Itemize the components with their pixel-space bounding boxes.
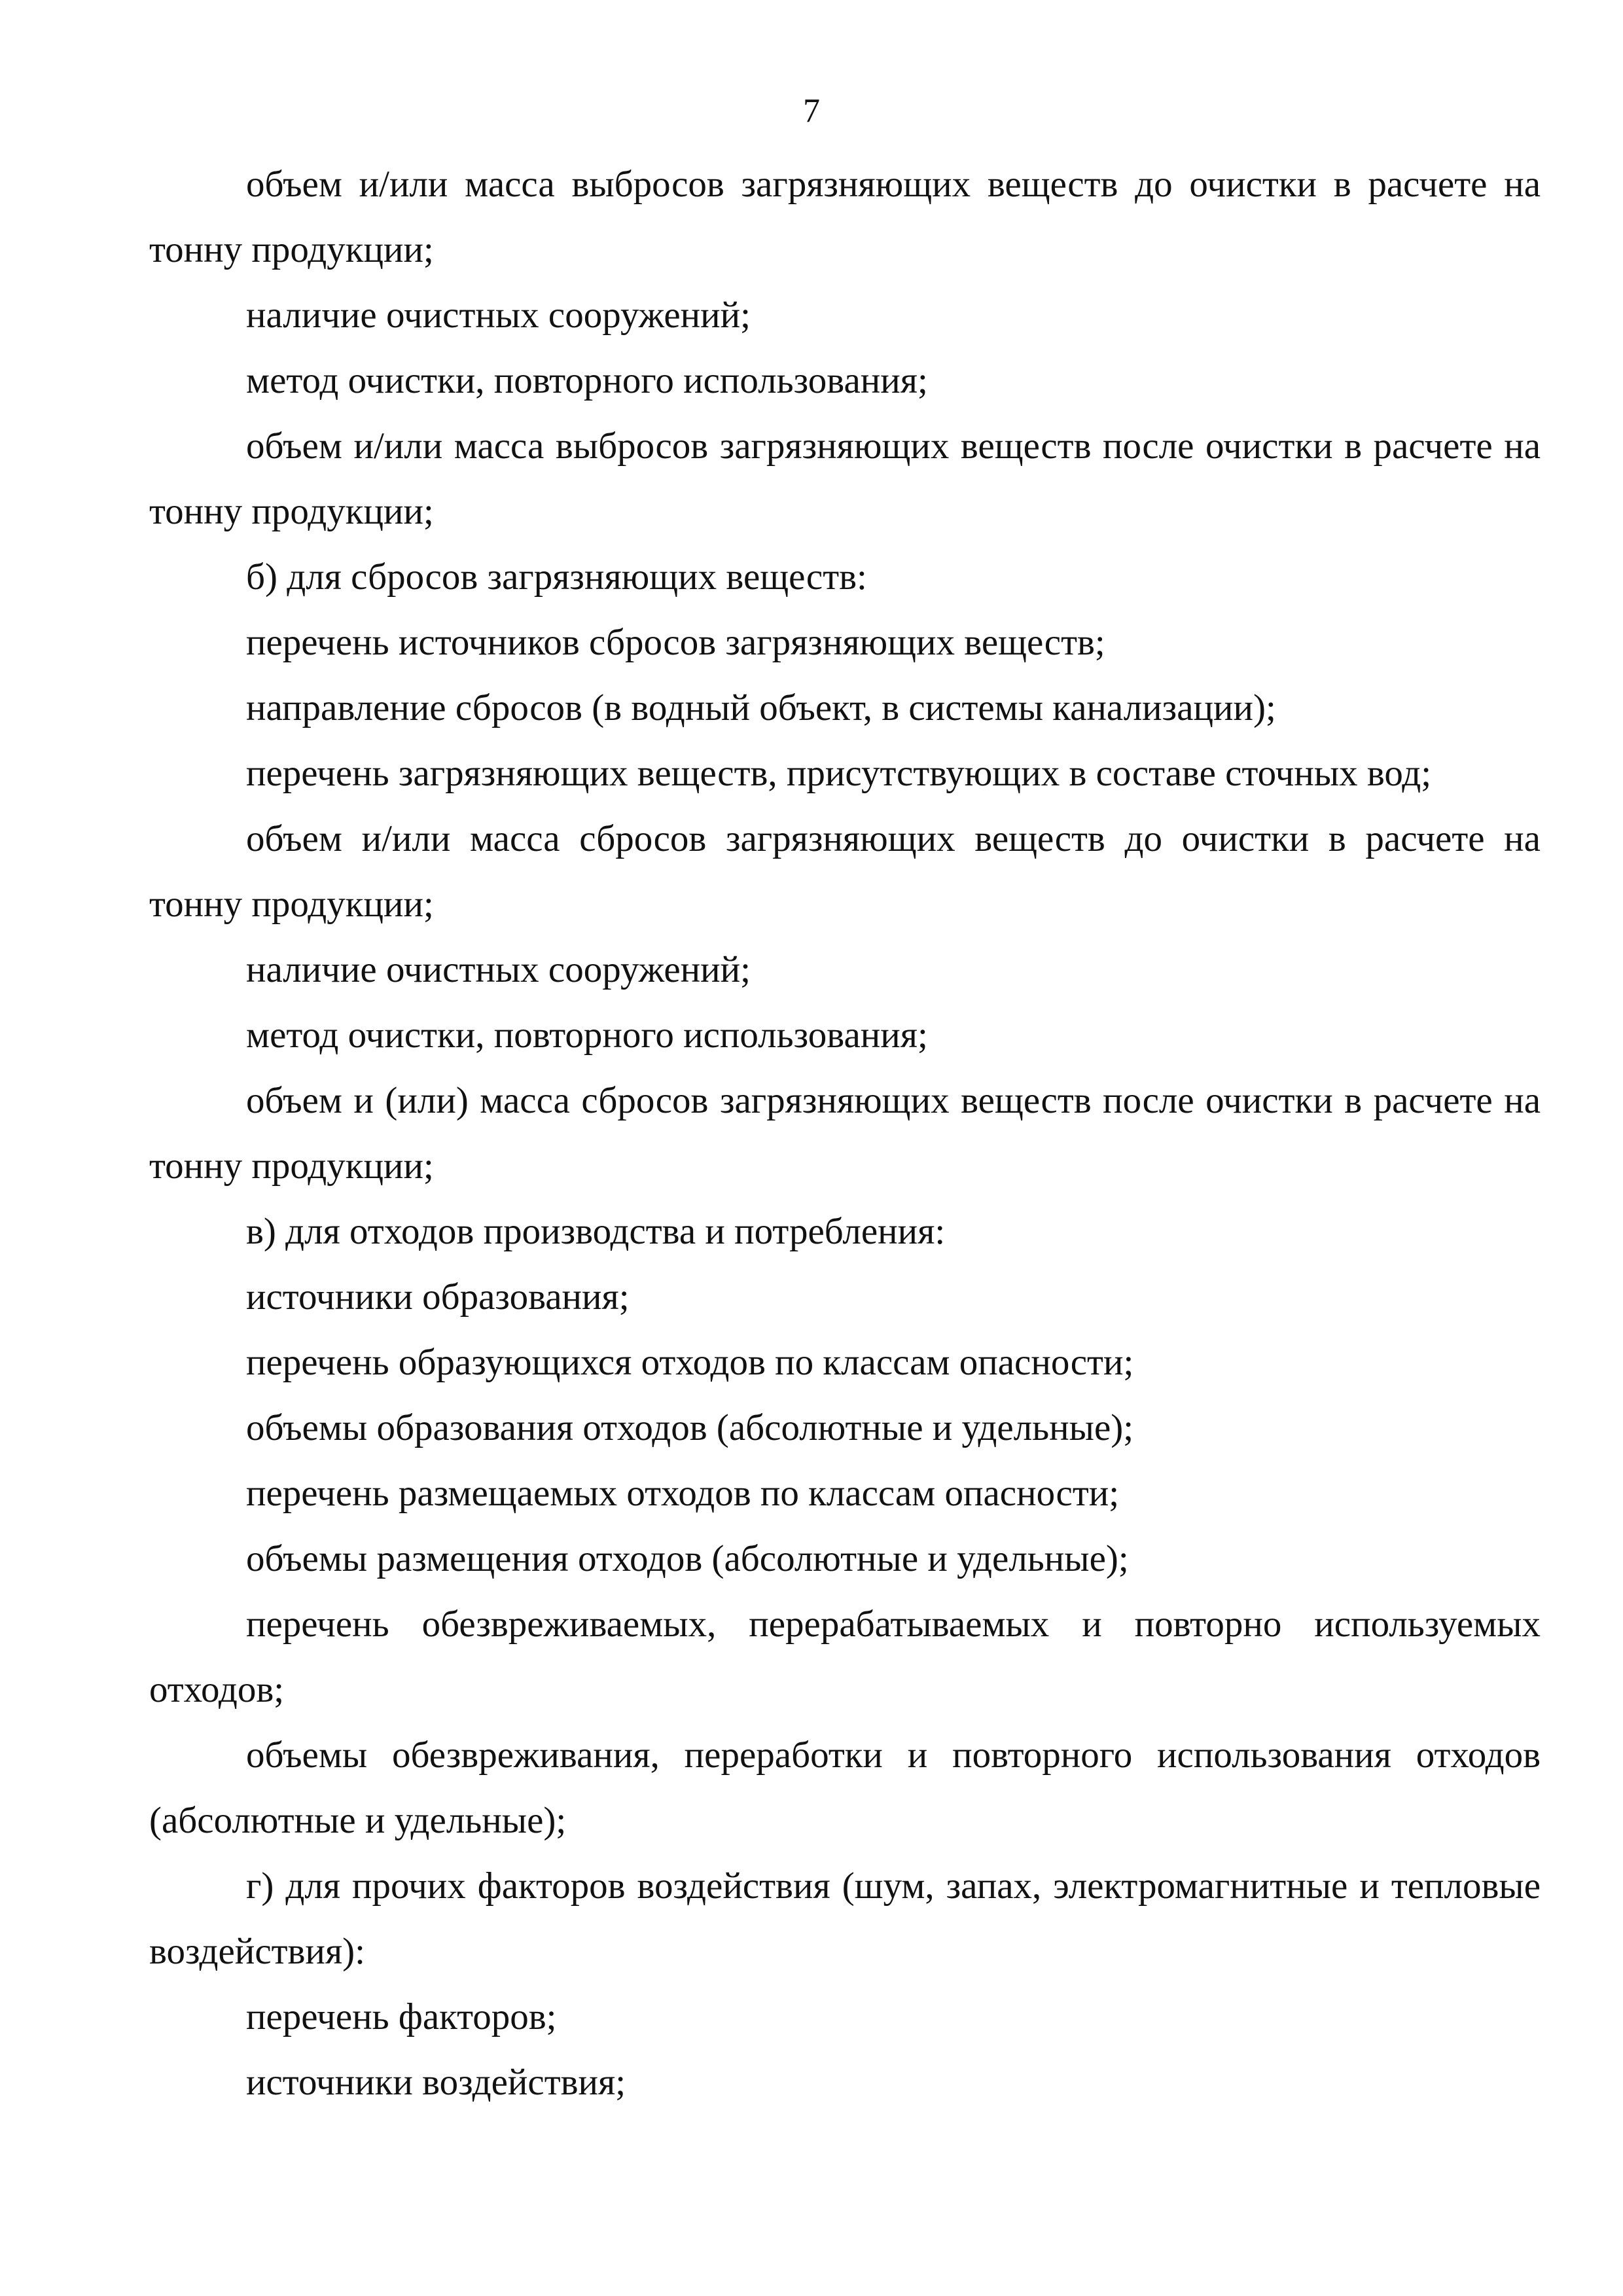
paragraph: перечень образующихся отходов по классам опасности; bbox=[246, 1342, 1134, 1383]
paragraph: источники образования; bbox=[246, 1276, 630, 1318]
document-body bbox=[149, 152, 1541, 2115]
paragraph: перечень размещаемых отходов по классам опасности; bbox=[246, 1473, 1120, 1514]
page-number: 7 bbox=[803, 92, 820, 130]
paragraph: объемы размещения отходов (абсолютные и удельные); bbox=[246, 1538, 1129, 1579]
paragraph: объем и/или масса выбросов загрязняющих веществ после очистки в расчете на тонну продукции; bbox=[149, 425, 1541, 532]
paragraph: наличие очистных сооружений; bbox=[246, 295, 751, 336]
paragraph: метод очистки, повторного использования; bbox=[246, 360, 928, 401]
paragraph: б) для сбросов загрязняющих веществ: bbox=[246, 556, 867, 598]
paragraph: перечень обезвреживаемых, перерабатываемых и повторно используемых отходов; bbox=[149, 1604, 1541, 1710]
paragraph: направление сбросов (в водный объект, в системы канализации); bbox=[246, 687, 1276, 728]
paragraph: наличие очистных сооружений; bbox=[246, 949, 751, 990]
paragraph: объем и/или масса выбросов загрязняющих веществ до очистки в расчете на тонну продукции; bbox=[149, 164, 1541, 270]
paragraph: перечень источников сбросов загрязняющих веществ; bbox=[246, 622, 1105, 663]
paragraph: объемы образования отходов (абсолютные и удельные); bbox=[246, 1407, 1134, 1448]
paragraph: г) для прочих факторов воздействия (шум, запах, электромагнитные и тепловые воздействия): bbox=[149, 1865, 1541, 1972]
paragraph: источники воздействия; bbox=[246, 2062, 626, 2103]
paragraph: перечень загрязняющих веществ, присутствующих в составе сточных вод; bbox=[246, 753, 1432, 794]
paragraph: объем и (или) масса сбросов загрязняющих веществ после очистки в расчете на тонну продукции; bbox=[149, 1080, 1541, 1187]
paragraph: метод очистки, повторного использования; bbox=[246, 1014, 928, 1056]
paragraph: объем и/или масса сбросов загрязняющих веществ до очистки в расчете на тонну продукции; bbox=[149, 818, 1541, 925]
paragraph: объемы обезвреживания, переработки и повторного использования отходов (абсолютные и удельные); bbox=[149, 1734, 1541, 1841]
paragraph: в) для отходов производства и потребления: bbox=[246, 1211, 946, 1252]
paragraph: перечень факторов; bbox=[246, 1996, 557, 2037]
